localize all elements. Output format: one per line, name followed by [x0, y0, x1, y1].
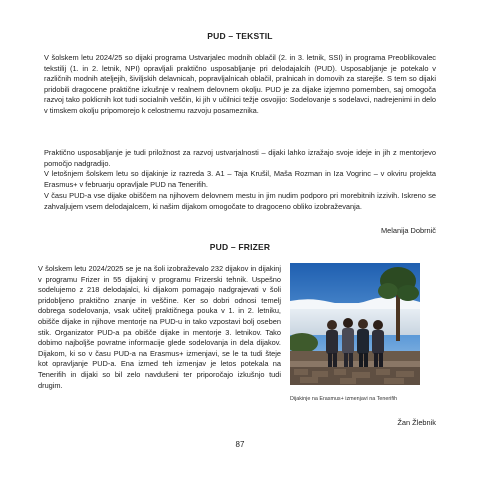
photo-caption: Dijakinje na Erasmus+ izmenjavi na Tenerifih	[290, 396, 398, 402]
paragraph-tekstil-erasmus: V letošnjem šolskem letu so dijakinje iz razreda 3. A1 – Taja Krušil, Maša Rozman in Iza Vogrinc – v okviru projekta Erasmus+ v februarju opravljale PUD na Tenerifih.	[44, 169, 436, 189]
paragraph-tekstil-thanks: V času PUD-a vse dijake obiščem na njihovem delovnem mestu in jim nudim podporo pri morebitnih izzivih. Iskreno se zahvaljujem vsem delodajalcem, ki našim dijakom omogočate to dragoceno obliko izobraževanja.	[44, 191, 436, 211]
section-heading-frizer: PUD – FRIZER	[209, 242, 271, 252]
author-signature-tekstil: Melanija Dobrnič	[380, 226, 436, 235]
author-signature-frizer: Žan Žlebnik	[397, 418, 436, 427]
page-number: 87	[235, 440, 245, 449]
paragraph-tekstil-intro: V šolskem letu 2024/25 so dijaki programa Ustvarjalec modnih oblačil (2. in 3. letnik, SSI) in programa Preoblikovalec tekstilij (1. in 2. letnik, NPI) opravljali praktično usposabljanje pri delodajalcih (PUD). Usposabljanje je potekalo v različnih modnih ateljejih, šiviljskih delavnicah, popravljalnicah oblačil, pralnicah in domovih za starejše. S tem so dijaki pridobili dragocene praktične izkušnje v realnem delovnem okolju. PUD je za dijake izjemno pomemben, saj omogoča razvoj tako poklicnih kot tudi socialnih veščin, ki jih v učilnici težje osvojijo: Sodelovanje s sodelavci, nadrejenimi in delo v timskem okolju pripomorejo k celostnemu razvoju posameznika.	[44, 53, 436, 115]
paragraph-frizer: V šolskem letu 2024/2025 se je na šoli izobraževalo 232 dijakov in dijakinj v programu Frizer in 55 dijakinj v programu Frizerski tehnik. Uspešno sodelujemo z 218 delodajalci, ki dijakom pomagajo nadgrajevati v šoli pridobljeno praktično znanje in veščine. Ker so dobri odnosi temelj dobrega sodelovanja, vsak učitelj praktičnega pouka v 1. in 2. letniku, obišče dijake in njihove mentorje na PUD-u in tako vzpostavi bolj oseben stik. Organizator PUD-a pa obišče dijake in mentorje 3. letnikov. Tako dobimo najboljše povratne informacije glede sodelovanja in dela dijakov. Dijakom, ki so v času PUD-a na Erasmus+ izmenjavi, se le ta tudi šteje kot opravljanje PUD-a. Ena izmed teh izmenjav je letos potekala na Tenerifih in dijaki so bil zelo navdušeni ter priporočajo izkušnjo tudi drugim.	[38, 264, 281, 390]
section-heading-tekstil: PUD – TEKSTIL	[207, 31, 273, 41]
students-tenerife-photo	[290, 263, 420, 385]
paragraph-tekstil-creativity: Praktično usposabljanje je tudi priložnost za razvoj ustvarjalnosti – dijaki lahko izražajo svoje ideje in jih z mentorjevo pomočjo nadgradijo.	[44, 148, 436, 168]
